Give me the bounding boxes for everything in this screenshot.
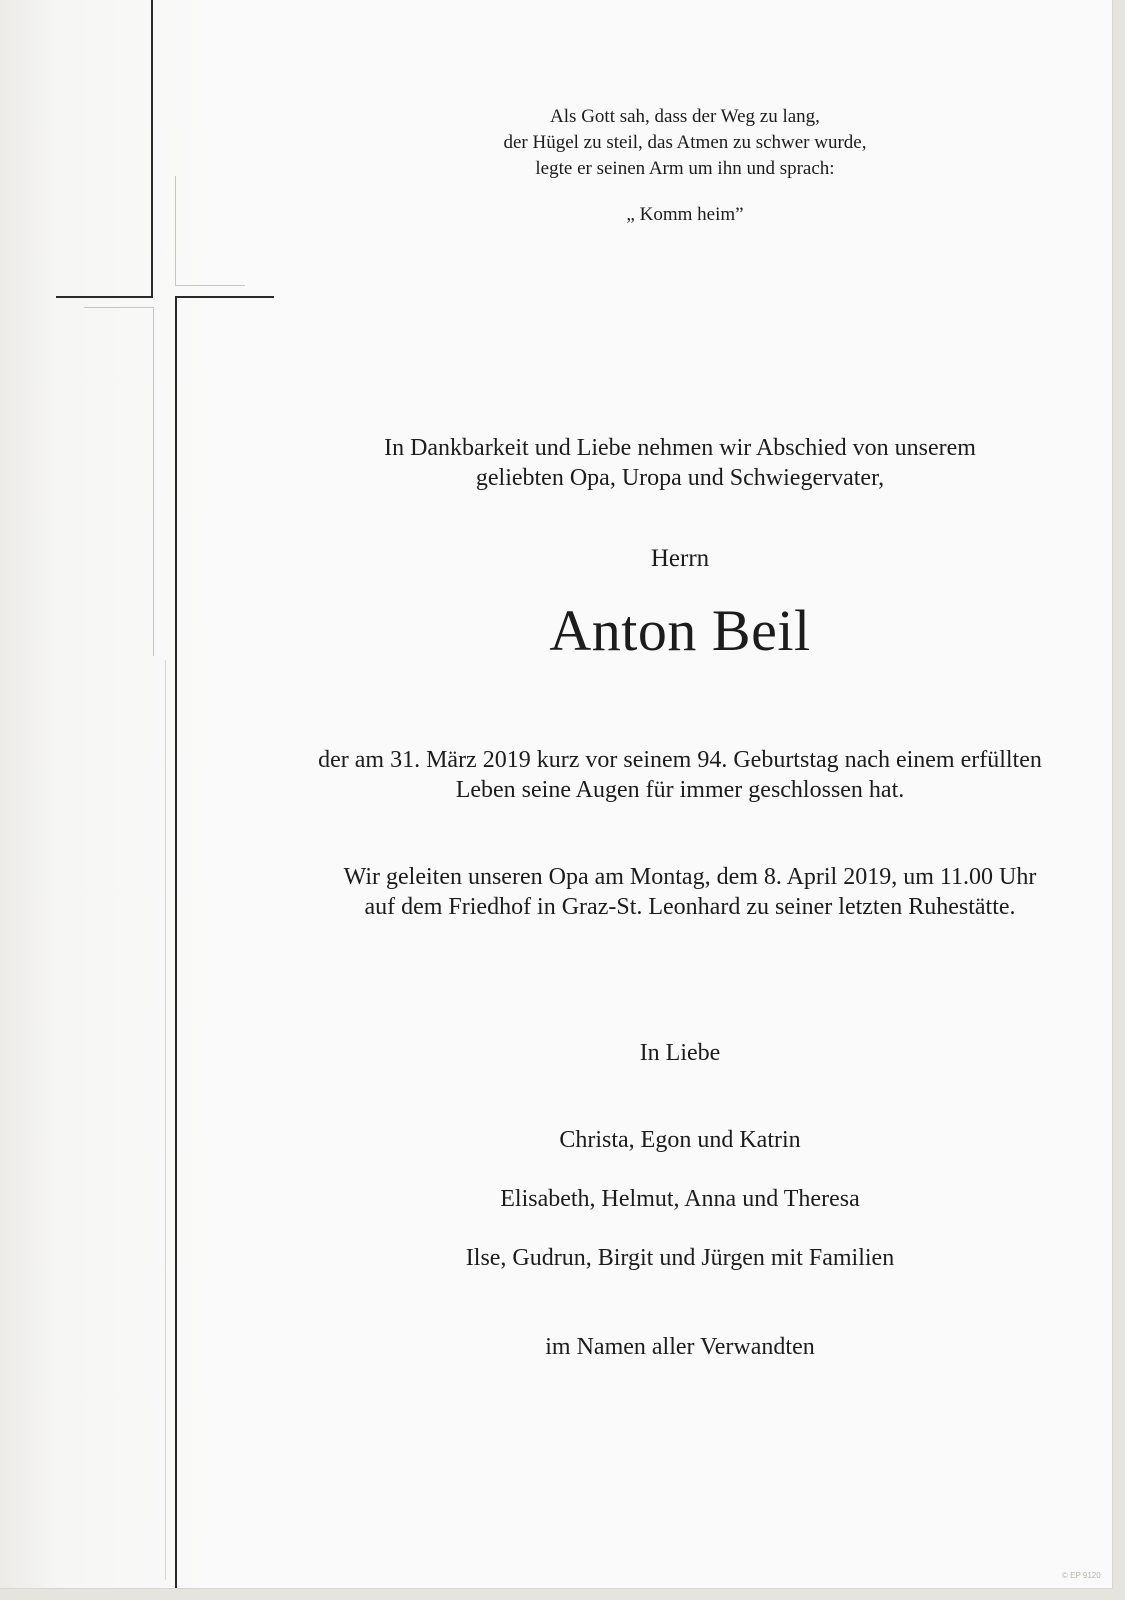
- intro-text: [240, 433, 1120, 493]
- cross-horizontal-left: [56, 296, 153, 298]
- in-love-text: In Liebe: [639, 1040, 721, 1066]
- cross-gold-horizontal-right: [175, 285, 245, 286]
- poem-line: Als Gott sah, dass der Weg zu lang,: [550, 106, 820, 127]
- poem: [230, 104, 1125, 182]
- intro-line: geliebten Opa, Uropa und Schwiegervater,: [475, 465, 885, 491]
- deceased-name: Anton Beil: [549, 598, 811, 663]
- cross-gold-vertical-upper: [175, 176, 176, 286]
- funeral-line: auf dem Friedhof in Graz-St. Leonhard zu seiner letzten Ruhestätte.: [364, 894, 1016, 920]
- family-group: Ilse, Gudrun, Birgit und Jürgen mit Familien: [465, 1245, 895, 1271]
- poem-line: der Hügel zu steil, das Atmen zu schwer wurde,: [503, 132, 867, 153]
- family-group: Christa, Egon und Katrin: [559, 1127, 801, 1153]
- intro-line: In Dankbarkeit und Liebe nehmen wir Abschied von unserem: [384, 435, 976, 461]
- family-group: Elisabeth, Helmut, Anna und Theresa: [500, 1186, 860, 1212]
- print-code: © EP 9120: [1062, 1571, 1101, 1580]
- death-notice-line: der am 31. März 2019 kurz vor seinem 94. Geburtstag nach einem erfüllten: [318, 747, 1042, 773]
- cross-gold-vertical-long: [165, 660, 166, 1580]
- relatives-text: im Namen aller Verwandten: [545, 1334, 815, 1360]
- salutation: Herrn: [650, 545, 710, 572]
- death-notice: [270, 745, 1090, 805]
- poem-line: legte er seinen Arm um ihn und sprach:: [535, 158, 835, 179]
- cross-vertical-upper: [151, 0, 153, 297]
- poem-quote: „ Komm heim”: [626, 204, 744, 225]
- funeral-notice: [250, 862, 1125, 922]
- cross-vertical-lower: [175, 296, 177, 1588]
- cross-horizontal-right: [175, 296, 274, 298]
- funeral-line: Wir geleiten unseren Opa am Montag, dem 8. April 2019, um 11.00 Uhr: [343, 864, 1037, 890]
- death-notice-line: Leben seine Augen für immer geschlossen hat.: [455, 777, 905, 803]
- cross-gold-horizontal-left: [84, 307, 153, 308]
- cross-gold-vertical-lower: [153, 307, 154, 656]
